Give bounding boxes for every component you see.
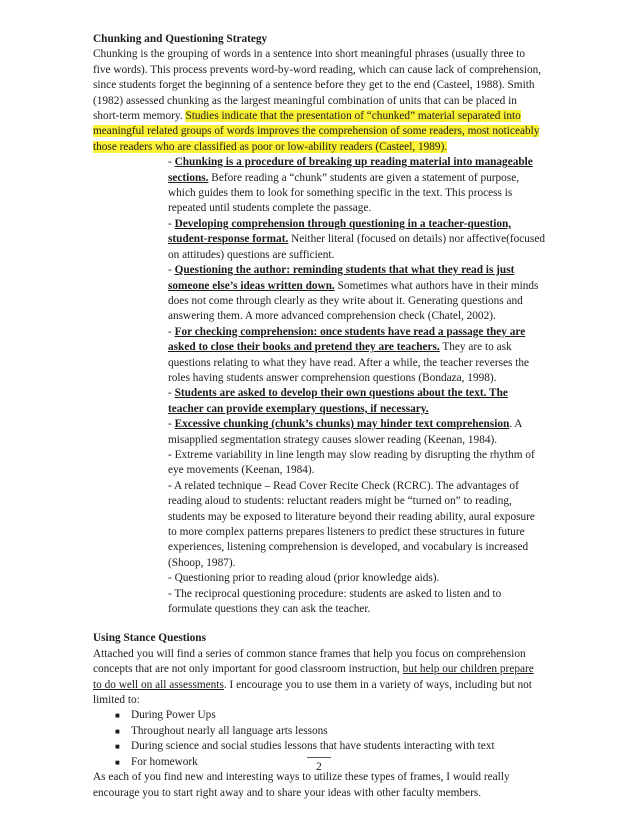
bullet-item: ■ During science and social studies lessons that have students interacting with text <box>115 739 545 754</box>
list-item: - Developing comprehension through questioning in a teacher-question, student-response format. Neither literal (focused on details) nor affective(focused on attitudes) questions are sufficient. <box>168 217 545 261</box>
item-emphasis: For checking comprehension: once students have read a passage they are asked to close their books and pretend they are teachers. <box>168 325 526 354</box>
list-item: - Questioning prior to reading aloud (prior knowledge aids). <box>168 572 440 585</box>
bullet-item: ■ During Power Ups <box>115 708 545 723</box>
list-item: - A related technique – Read Cover Recite Check (RCRC). The advantages of reading aloud to students: reluctant readers might be “turned on” to reading, students may be exposed to literature beyond their reading ability, aural exposure to more complex patterns prepares listeners to predict these structures in future experiences, listening comprehension is developed, and vocabulary is increased (Shoop, 1987). <box>168 479 535 569</box>
bullet-item: ■ For homework <box>115 755 545 770</box>
page-number: 2 <box>316 761 322 773</box>
item-emphasis: Students are asked to develop their own questions about the text. The teacher can provide exemplary questions, if necessary. <box>168 387 508 415</box>
section-heading-chunking: Chunking and Questioning Strategy <box>93 33 268 45</box>
list-item: - Excessive chunking (chunk’s chunks) may hinder text comprehension. A misapplied segmentation strategy causes slower reading (Keenan, 1984). <box>168 418 522 446</box>
list-item: - Students are asked to develop their own questions about the text. The teacher can provide exemplary questions, if necessary. <box>168 387 508 415</box>
page-footer <box>0 757 638 773</box>
footer-rule <box>307 757 331 758</box>
highlighted-text: Studies indicate that the presentation of “chunked” material separated into meaningful related groups of words improves the comprehension of some readers, most noticeably those readers who are classified as poor or low-ability readers (Casteel, 1989). <box>93 110 540 153</box>
item-emphasis: Excessive chunking (chunk’s chunks) may hinder text comprehension <box>174 418 510 431</box>
closing-paragraph: As each of you find new and interesting ways to utilize these types of frames, I would really encourage you to start right away and to share your ideas with other faculty members. <box>93 771 510 799</box>
list-item: - For checking comprehension: once students have read a passage they are asked to close their books and pretend they are teachers. They are to ask questions relating to what they have read. After a while, the teacher reverses the roles having students answer comprehension questions (Bondaza, 1998). <box>168 325 530 384</box>
chunking-intro-paragraph <box>93 47 545 155</box>
list-item: - Extreme variability in line length may slow reading by disrupting the rhythm of eye movements (Keenan, 1984). <box>168 448 535 477</box>
item-emphasis: Questioning the author: reminding students that what they read is just someone else’s ideas written down. <box>168 264 515 292</box>
strategy-list <box>168 155 545 617</box>
document-page <box>93 32 545 801</box>
list-item: - Questioning the author: reminding students that what they read is just someone else’s ideas written down. Sometimes what authors have in their minds does not come through clearly as they write about it. Generating questions and answering them. A more advanced comprehension check (Chatel, 2002). <box>168 264 539 323</box>
section-heading-stance: Using Stance Questions <box>93 632 206 645</box>
bullet-item: ■ Throughout nearly all language arts lessons <box>115 724 545 739</box>
item-emphasis: Chunking is a procedure of breaking up reading material into manageable sections. <box>168 156 533 184</box>
stance-paragraph: Attached you will find a series of common stance frames that help you focus on comprehension concepts that are not only important for good classroom instruction, but help our children prepare to do well on all assessments. I encourage you to use them in a variety of ways, including but not limited to: <box>93 647 534 707</box>
underlined-text: but help our children prepare to do well on all assessments <box>93 663 534 691</box>
list-item: - The reciprocal questioning procedure: students are asked to listen and to formulate questions they can ask the teacher. <box>168 587 502 616</box>
list-item: - Chunking is a procedure of breaking up reading material into manageable sections. Before reading a “chunk” students are given a statement of purpose, which guides them to look for something specific in the text. This process is repeated until students complete the passage. <box>168 156 533 215</box>
item-emphasis: Developing comprehension through questioning in a teacher-question, student-response format. <box>168 217 512 246</box>
intro-text: Chunking is the grouping of words in a sentence into short meaningful phrases (usually three to five words). This process prevents word-by-word reading, which can cause lack of comprehension, since students forget the beginning of a sentence before they get to the end (Casteel, 1988). Smith (1982) assessed chunking as the largest meaningful combination of units that can be placed in short-term memory. <box>93 48 542 123</box>
